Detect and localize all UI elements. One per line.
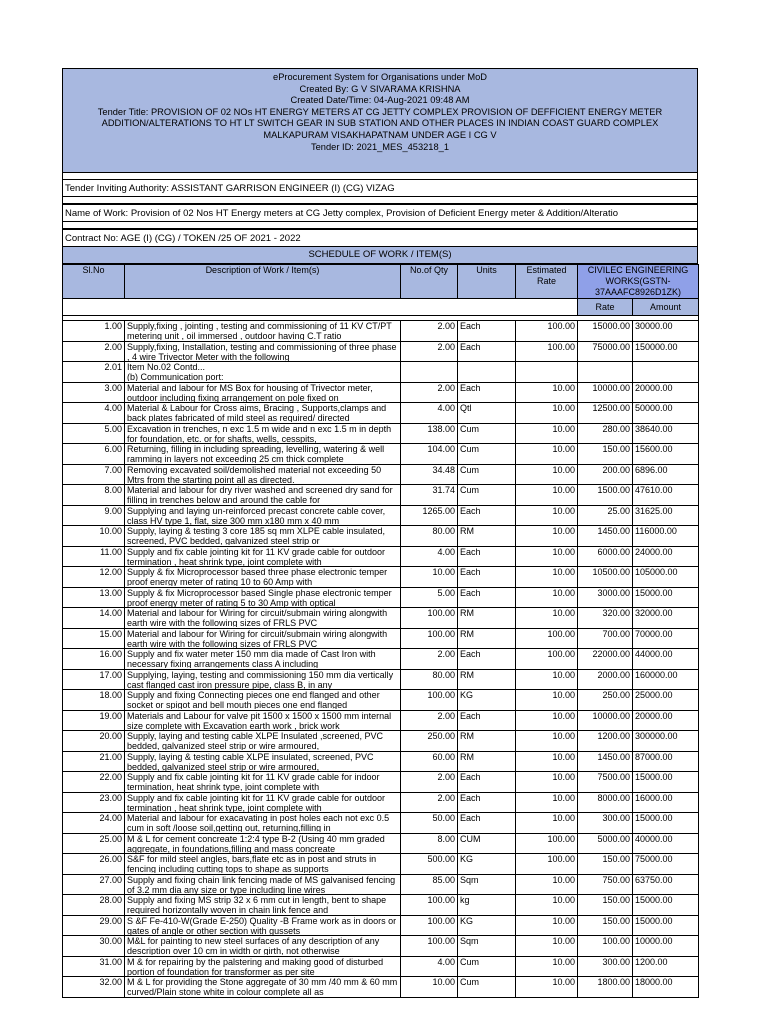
row-description: Supply and fixing MS strip 32 x 6 mm cut in length, bent to shape required horizontally woven in chain link fence and: [125, 895, 401, 916]
row-rate: 8000.00: [578, 792, 633, 813]
row-qty: 2.00: [401, 710, 458, 731]
row-unit: RM: [458, 731, 516, 752]
row-unit: [458, 362, 516, 383]
row-slno: 2.01: [63, 362, 125, 383]
table-row: [63, 731, 699, 752]
row-qty: 100.00: [401, 628, 458, 649]
table-row: [63, 669, 699, 690]
row-estimated-rate: 10.00: [516, 608, 578, 629]
row-amount: 15600.00: [633, 444, 699, 465]
table-row: [63, 710, 699, 731]
row-slno: 18.00: [63, 690, 125, 711]
row-description: Removing excavated soil/demolished material not exceeding 50 Mtrs from the starting point all as directed.: [125, 464, 401, 485]
col-units: Units: [458, 265, 516, 299]
row-qty: 2.00: [401, 321, 458, 342]
row-slno: 28.00: [63, 895, 125, 916]
created-date: Created Date/Time: 04-Aug-2021 09:48 AM: [290, 95, 470, 106]
row-description: Supply and fix cable jointing kit for 11 KV grade cable for outdoor termination , heat shrink type, joint complete with: [125, 546, 401, 567]
table-row: [63, 915, 699, 936]
row-rate: 150.00: [578, 854, 633, 875]
row-qty: 34.48: [401, 464, 458, 485]
row-qty: 31.74: [401, 485, 458, 506]
row-unit: Each: [458, 567, 516, 588]
row-qty: 2.00: [401, 649, 458, 670]
table-row: [63, 751, 699, 772]
row-description: Material & Labour for Cross aims, Bracing , Supports,clamps and back plates fabricated of mild steel as required/ directed: [125, 403, 401, 424]
row-rate: 100.00: [578, 936, 633, 957]
row-amount: 15000.00: [633, 813, 699, 834]
row-estimated-rate: 10.00: [516, 956, 578, 977]
row-amount: 44000.00: [633, 649, 699, 670]
row-amount: 10000.00: [633, 936, 699, 957]
row-slno: 12.00: [63, 567, 125, 588]
table-row: [63, 936, 699, 957]
table-row: [63, 977, 699, 998]
table-row: [63, 546, 699, 567]
row-rate: 2000.00: [578, 669, 633, 690]
table-row: [63, 854, 699, 875]
row-description: Supply, laying & testing 3 core 185 sq mm XLPE cable insulated, screened, PVC bedded, galvanized steel strip or: [125, 526, 401, 547]
row-slno: 32.00: [63, 977, 125, 998]
table-body: [63, 321, 699, 998]
row-rate: 6000.00: [578, 546, 633, 567]
row-amount: 15000.00: [633, 772, 699, 793]
row-slno: 13.00: [63, 587, 125, 608]
row-qty: 100.00: [401, 690, 458, 711]
table-row: [63, 526, 699, 547]
row-estimated-rate: 10.00: [516, 669, 578, 690]
row-unit: Each: [458, 792, 516, 813]
table-row: [63, 649, 699, 670]
row-rate: 150.00: [578, 915, 633, 936]
row-estimated-rate: 100.00: [516, 649, 578, 670]
row-slno: 14.00: [63, 608, 125, 629]
row-amount: 24000.00: [633, 546, 699, 567]
row-description: M & L for cement concreate 1:2:4 type B-2 (Using 40 mm graded aggregate, in foundations,filling and mass concreate: [125, 833, 401, 854]
row-description: Supply, laying & testing cable XLPE insulated, screened, PVC bedded, galvanized steel strip or wire armoured,: [125, 751, 401, 772]
row-description: S &F Fe-410-W(Grade E-250) Quality -B Frame work as in doors or gates of angle or other section with gussets: [125, 915, 401, 936]
row-qty: 4.00: [401, 956, 458, 977]
row-rate: 250.00: [578, 690, 633, 711]
row-slno: 19.00: [63, 710, 125, 731]
row-amount: 38640.00: [633, 423, 699, 444]
spacer: [62, 222, 698, 229]
row-estimated-rate: 100.00: [516, 833, 578, 854]
table-header-row: [63, 265, 699, 299]
row-unit: Qtl: [458, 403, 516, 424]
created-by: Created By: G V SIVARAMA KRISHNA: [299, 83, 461, 94]
contract-no: Contract No: AGE (I) (CG) / TOKEN /25 OF 2021 - 2022: [62, 229, 698, 247]
tender-title-cont-2: MALKAPURAM VISAKHAPATNAM UNDER AGE I CG V: [263, 129, 497, 140]
table-row: [63, 608, 699, 629]
row-amount: 20000.00: [633, 382, 699, 403]
table-row: [63, 382, 699, 403]
row-unit: KG: [458, 690, 516, 711]
row-estimated-rate: 10.00: [516, 813, 578, 834]
table-row: [63, 772, 699, 793]
row-slno: 2.00: [63, 341, 125, 362]
row-amount: 47610.00: [633, 485, 699, 506]
col-qty: No.of Qty: [401, 265, 458, 299]
row-amount: 70000.00: [633, 628, 699, 649]
row-unit: KG: [458, 854, 516, 875]
row-qty: 2.00: [401, 792, 458, 813]
row-rate: 200.00: [578, 464, 633, 485]
row-slno: 10.00: [63, 526, 125, 547]
row-estimated-rate: 10.00: [516, 915, 578, 936]
row-rate: 150.00: [578, 895, 633, 916]
row-estimated-rate: 10.00: [516, 792, 578, 813]
row-description: Item No.02 Contd... (b) Communication port:: [125, 362, 401, 383]
row-description: S&F for mild steel angles, bars,flate etc as in post and struts in fencing including cutting tops to shape as supports: [125, 854, 401, 875]
row-unit: Each: [458, 813, 516, 834]
row-rate: 15000.00: [578, 321, 633, 342]
row-description: Materials and Labour for valve pit 1500 x 1500 x 1500 mm internal size complete with Excavation earth work , brick work: [125, 710, 401, 731]
row-estimated-rate: 100.00: [516, 321, 578, 342]
row-estimated-rate: 10.00: [516, 731, 578, 752]
row-unit: Each: [458, 710, 516, 731]
row-rate: [578, 362, 633, 383]
row-unit: RM: [458, 608, 516, 629]
row-description: Supply and fix water meter 150 mm dia made of Cast Iron with necessary fixing arrangements class A including: [125, 649, 401, 670]
row-slno: 4.00: [63, 403, 125, 424]
col-amount: Amount: [633, 299, 699, 316]
row-description: Material and labour for Wiring for circuit/submain wiring alongwith earth wire with the following sizes of FRLS PVC: [125, 608, 401, 629]
row-amount: 15000.00: [633, 895, 699, 916]
row-qty: 104.00: [401, 444, 458, 465]
row-description: Supply, laying and testing cable XLPE Insulated ,screened, PVC bedded, galvanized steel strip or wire armoured,: [125, 731, 401, 752]
row-slno: 9.00: [63, 505, 125, 526]
row-slno: 8.00: [63, 485, 125, 506]
tender-id: Tender ID: 2021_MES_453218_1: [310, 141, 449, 152]
row-description: Supply and fixing Connecting pieces one end flanged and other socket or spigot and bell mouth pieces one end flanged: [125, 690, 401, 711]
col-bidder: CIVILEC ENGINEERING WORKS(GSTN-37AAAFC8926D1ZK): [578, 265, 699, 299]
table-row: [63, 833, 699, 854]
row-unit: RM: [458, 526, 516, 547]
row-amount: 6896.00: [633, 464, 699, 485]
tender-authority: Tender Inviting Authority: ASSISTANT GARRISON ENGINEER (I) (CG) VIZAG: [62, 179, 698, 197]
schedule-table: [62, 264, 699, 998]
row-estimated-rate: 10.00: [516, 977, 578, 998]
row-amount: [633, 362, 699, 383]
row-estimated-rate: 10.00: [516, 546, 578, 567]
row-qty: 4.00: [401, 546, 458, 567]
row-slno: 16.00: [63, 649, 125, 670]
row-estimated-rate: 100.00: [516, 628, 578, 649]
table-row: [63, 505, 699, 526]
col-description: Description of Work / Item(s): [125, 265, 401, 299]
row-amount: 18000.00: [633, 977, 699, 998]
row-amount: 50000.00: [633, 403, 699, 424]
row-rate: 300.00: [578, 813, 633, 834]
row-qty: 85.00: [401, 874, 458, 895]
row-rate: 280.00: [578, 423, 633, 444]
table-row: [63, 423, 699, 444]
tender-title-cont: ADDITION/ALTERATIONS TO HT LT SWITCH GEAR IN SUB STATION AND OTHER PLACES IN INDIAN COAST GUARD COMPLEX: [101, 118, 659, 129]
row-estimated-rate: 10.00: [516, 464, 578, 485]
row-estimated-rate: 10.00: [516, 710, 578, 731]
row-qty: 50.00: [401, 813, 458, 834]
row-description: M & for repairing by the palstering and making good of disturbed portion of foundation for transformer as per site: [125, 956, 401, 977]
row-slno: 25.00: [63, 833, 125, 854]
row-rate: 12500.00: [578, 403, 633, 424]
table-row: [63, 813, 699, 834]
spacer: [62, 197, 698, 204]
row-amount: 160000.00: [633, 669, 699, 690]
row-amount: 150000.00: [633, 341, 699, 362]
row-qty: 5.00: [401, 587, 458, 608]
row-qty: 100.00: [401, 915, 458, 936]
row-unit: Each: [458, 649, 516, 670]
row-estimated-rate: 10.00: [516, 382, 578, 403]
row-description: Supplying, laying, testing and commissioning 150 mm dia vertically cast flanged cast iron pressure pipe, class B, in any: [125, 669, 401, 690]
spacer: [63, 299, 578, 316]
row-estimated-rate: 10.00: [516, 936, 578, 957]
table-row: [63, 485, 699, 506]
row-unit: Each: [458, 505, 516, 526]
row-qty: 60.00: [401, 751, 458, 772]
row-slno: 11.00: [63, 546, 125, 567]
row-qty: 10.00: [401, 567, 458, 588]
row-amount: 40000.00: [633, 833, 699, 854]
row-amount: 15000.00: [633, 587, 699, 608]
row-description: Material and labour for MS Box for housing of Trivector meter, outdoor including fixing arrangement on pole fixed on: [125, 382, 401, 403]
row-description: Supply,fixing, Installation, testing and commissioning of three phase , 4 wire Trivector Meter with the following: [125, 341, 401, 362]
row-qty: 1265.00: [401, 505, 458, 526]
row-slno: 1.00: [63, 321, 125, 342]
row-slno: 30.00: [63, 936, 125, 957]
row-amount: 116000.00: [633, 526, 699, 547]
table-row: [63, 362, 699, 383]
row-description: Material and labour for exacavating in post holes each not exc 0.5 cum in soft /loose soil,getting out, returning,filling in: [125, 813, 401, 834]
row-slno: 17.00: [63, 669, 125, 690]
row-estimated-rate: 10.00: [516, 567, 578, 588]
row-qty: 2.00: [401, 382, 458, 403]
row-unit: Cum: [458, 956, 516, 977]
row-amount: 31625.00: [633, 505, 699, 526]
row-unit: CUM: [458, 833, 516, 854]
row-description: Supplying and laying un-reinforced precast concrete cable cover, class HV type 1, flat, size 300 mm x180 mm x 40 mm: [125, 505, 401, 526]
row-amount: 75000.00: [633, 854, 699, 875]
row-amount: 32000.00: [633, 608, 699, 629]
row-amount: 1200.00: [633, 956, 699, 977]
row-unit: Sqm: [458, 936, 516, 957]
schedule-title: SCHEDULE OF WORK / ITEM(S): [62, 247, 698, 264]
row-qty: 100.00: [401, 608, 458, 629]
row-description: Supply and fixing chain link fencing made of MS galvanised fencing of 3.2 mm dia any size or type including line wires: [125, 874, 401, 895]
row-rate: 1450.00: [578, 751, 633, 772]
row-unit: Cum: [458, 423, 516, 444]
row-amount: 16000.00: [633, 792, 699, 813]
tender-title: Tender Title: PROVISION OF 02 NOs HT ENERGY METERS AT CG JETTY COMPLEX PROVISION OF DEFFICIENT ENERGY METER: [97, 106, 663, 117]
row-unit: RM: [458, 628, 516, 649]
row-amount: 30000.00: [633, 321, 699, 342]
row-estimated-rate: 10.00: [516, 690, 578, 711]
name-of-work: Name of Work: Provision of 02 Nos HT Energy meters at CG Jetty complex, Provision of Deficient Energy meter & Addition/Alteratio: [62, 204, 698, 222]
row-rate: 300.00: [578, 956, 633, 977]
row-description: Supply and fix cable jointing kit for 11 KV grade cable for outdoor termination , heat shrink type, joint complete with: [125, 792, 401, 813]
row-description: Supply & fix Microprocessor based three phase electronic temper proof energy meter of rating 10 to 60 Amp with: [125, 567, 401, 588]
row-qty: 4.00: [401, 403, 458, 424]
row-amount: 20000.00: [633, 710, 699, 731]
row-rate: 75000.00: [578, 341, 633, 362]
row-rate: 750.00: [578, 874, 633, 895]
row-rate: 22000.00: [578, 649, 633, 670]
row-rate: 25.00: [578, 505, 633, 526]
row-rate: 1800.00: [578, 977, 633, 998]
row-qty: [401, 362, 458, 383]
table-row: [63, 567, 699, 588]
table-row: [63, 792, 699, 813]
table-subheader-row: [63, 299, 699, 316]
table-row: [63, 444, 699, 465]
row-unit: Each: [458, 546, 516, 567]
row-estimated-rate: 10.00: [516, 423, 578, 444]
row-slno: 21.00: [63, 751, 125, 772]
table-row: [63, 628, 699, 649]
row-amount: 105000.00: [633, 567, 699, 588]
row-slno: 15.00: [63, 628, 125, 649]
row-unit: Cum: [458, 485, 516, 506]
row-qty: 500.00: [401, 854, 458, 875]
row-slno: 27.00: [63, 874, 125, 895]
row-unit: Each: [458, 321, 516, 342]
row-description: Supply,fixing , jointing , testing and commissioning of 11 KV CT/PT metering unit , oil immersed , outdoor having C.T ratio: [125, 321, 401, 342]
row-qty: 2.00: [401, 341, 458, 362]
row-rate: 700.00: [578, 628, 633, 649]
row-unit: KG: [458, 915, 516, 936]
document-header: [62, 68, 698, 173]
row-estimated-rate: 10.00: [516, 587, 578, 608]
row-qty: 100.00: [401, 936, 458, 957]
row-rate: 10500.00: [578, 567, 633, 588]
row-slno: 5.00: [63, 423, 125, 444]
col-estimated-rate: Estimated Rate: [516, 265, 578, 299]
col-slno: Sl.No: [63, 265, 125, 299]
row-slno: 23.00: [63, 792, 125, 813]
row-rate: 1200.00: [578, 731, 633, 752]
row-description: Material and labour for dry river washed and screened dry sand for filling in trenches below and around the cable for: [125, 485, 401, 506]
row-rate: 10000.00: [578, 382, 633, 403]
row-unit: Each: [458, 341, 516, 362]
row-rate: 10000.00: [578, 710, 633, 731]
row-description: M & L for providing the Stone aggregate of 30 mm /40 mm & 60 mm curved/Plain stone white in colour complete all as: [125, 977, 401, 998]
row-description: Excavation in trenches, n exc 1.5 m wide and n exc 1.5 m in depth for foundation, etc. or for shafts, wells, cesspits,: [125, 423, 401, 444]
col-rate: Rate: [578, 299, 633, 316]
row-slno: 22.00: [63, 772, 125, 793]
row-estimated-rate: 10.00: [516, 485, 578, 506]
row-description: Returning, filling in including spreading, levelling, watering & well ramming in layers not exceeding 25 cm thick complete: [125, 444, 401, 465]
row-unit: RM: [458, 751, 516, 772]
row-qty: 250.00: [401, 731, 458, 752]
row-rate: 7500.00: [578, 772, 633, 793]
row-estimated-rate: 100.00: [516, 341, 578, 362]
row-rate: 1500.00: [578, 485, 633, 506]
row-slno: 20.00: [63, 731, 125, 752]
row-unit: Each: [458, 772, 516, 793]
row-description: Material and labour for Wiring for circuit/submain wiring alongwith earth wire with the following sizes of FRLS PVC: [125, 628, 401, 649]
row-description: Supply and fix cable jointing kit for 11 KV grade cable for indoor termination, heat shrink type, joint complete with: [125, 772, 401, 793]
row-description: Supply & fix Microprocessor based Single phase electronic temper proof energy meter of rating 5 to 30 Amp with optical: [125, 587, 401, 608]
table-row: [63, 321, 699, 342]
row-estimated-rate: 10.00: [516, 505, 578, 526]
boq-sheet: [62, 68, 698, 998]
row-estimated-rate: 10.00: [516, 751, 578, 772]
row-estimated-rate: 10.00: [516, 874, 578, 895]
row-amount: 87000.00: [633, 751, 699, 772]
row-unit: Sqm: [458, 874, 516, 895]
row-estimated-rate: 10.00: [516, 772, 578, 793]
row-qty: 138.00: [401, 423, 458, 444]
table-row: [63, 874, 699, 895]
row-amount: 15000.00: [633, 915, 699, 936]
table-row: [63, 956, 699, 977]
row-estimated-rate: 10.00: [516, 403, 578, 424]
row-estimated-rate: 100.00: [516, 854, 578, 875]
row-qty: 80.00: [401, 526, 458, 547]
row-unit: Cum: [458, 444, 516, 465]
row-unit: Each: [458, 587, 516, 608]
row-slno: 3.00: [63, 382, 125, 403]
row-estimated-rate: [516, 362, 578, 383]
row-unit: kg: [458, 895, 516, 916]
row-rate: 1450.00: [578, 526, 633, 547]
system-name: eProcurement System for Organisations under MoD: [273, 72, 487, 82]
row-slno: 7.00: [63, 464, 125, 485]
row-amount: 25000.00: [633, 690, 699, 711]
row-qty: 10.00: [401, 977, 458, 998]
row-estimated-rate: 10.00: [516, 444, 578, 465]
row-rate: 3000.00: [578, 587, 633, 608]
row-rate: 5000.00: [578, 833, 633, 854]
table-row: [63, 690, 699, 711]
row-amount: 300000.00: [633, 731, 699, 752]
row-rate: 150.00: [578, 444, 633, 465]
row-rate: 320.00: [578, 608, 633, 629]
row-unit: Cum: [458, 977, 516, 998]
row-amount: 63750.00: [633, 874, 699, 895]
row-slno: 24.00: [63, 813, 125, 834]
table-row: [63, 895, 699, 916]
row-slno: 26.00: [63, 854, 125, 875]
row-qty: 2.00: [401, 772, 458, 793]
row-qty: 100.00: [401, 895, 458, 916]
row-qty: 80.00: [401, 669, 458, 690]
row-unit: Cum: [458, 464, 516, 485]
row-estimated-rate: 10.00: [516, 526, 578, 547]
table-row: [63, 587, 699, 608]
row-unit: RM: [458, 669, 516, 690]
row-slno: 29.00: [63, 915, 125, 936]
table-row: [63, 341, 699, 362]
row-estimated-rate: 10.00: [516, 895, 578, 916]
row-slno: 31.00: [63, 956, 125, 977]
row-qty: 8.00: [401, 833, 458, 854]
row-description: M&L for painting to new steel surfaces of any description of any description over 10 cm in width or girth, not otherwise: [125, 936, 401, 957]
table-row: [63, 403, 699, 424]
table-row: [63, 464, 699, 485]
row-slno: 6.00: [63, 444, 125, 465]
row-unit: Each: [458, 382, 516, 403]
